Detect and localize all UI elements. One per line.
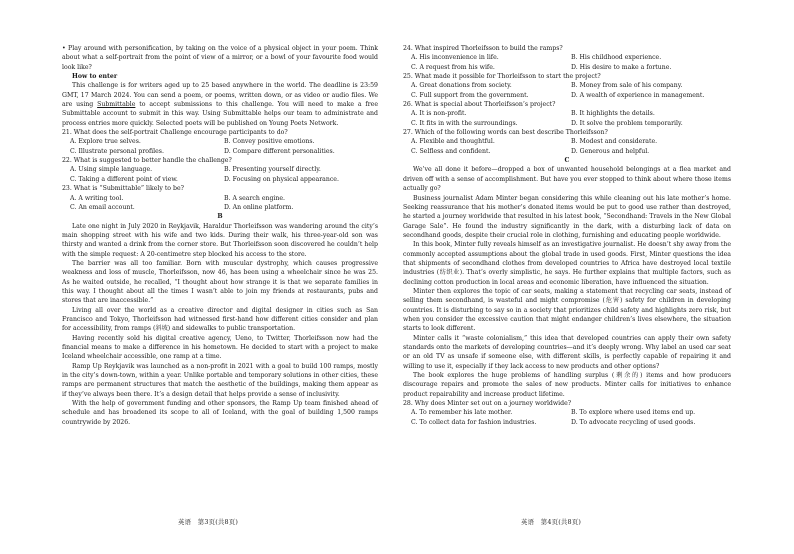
option-a: A. Flexible and thoughtful. (411, 138, 495, 146)
option-c: C. It fits in with the surroundings. (411, 119, 518, 127)
option-b: B. Convey positive emotions. (224, 138, 315, 146)
question-options (62, 137, 378, 156)
option-d: D. Compare different personalities. (224, 147, 335, 155)
question-options (62, 165, 378, 184)
question-22 (62, 156, 378, 184)
question-27 (403, 128, 731, 156)
question-stem: 25. What made it possible for Thorleifsson to start the project? (403, 73, 601, 81)
option-d: D. To advocate recycling of used goods. (571, 418, 696, 426)
left-column (62, 44, 378, 427)
question-stem: 26. What is special about Thorleifsson’s project? (403, 101, 556, 109)
section-c-heading: C (564, 157, 570, 165)
option-d: D. A wealth of experience in management. (571, 91, 705, 99)
option-a: A. Using simple language. (70, 166, 153, 174)
option-c: C. A request from his wife. (411, 63, 495, 71)
question-stem: 21. What does the self-portrait Challenge encourage participants to do? (62, 129, 288, 137)
passage-c-paragraph: Minter then explores the topic of car seats, making a statement that recycling car seats, instead of selling them secondhand, is wasteful and might compromise (危害) safety for children in developing countries. It is disturbing to say so in a society that prioritizes child safety and highlights zero risk, but when you consider the excessive caution that might endanger children’s lives elsewhere, the situation starts to look different. (403, 287, 731, 333)
option-d: D. An online platform. (224, 203, 294, 211)
passage-b-paragraph: The barrier was all too familiar. Born with muscular dystrophy, which causes progressive weakness and loss of muscle, Thorleifsson, now 46, has been using a wheelchair since he was 25. As he waited outside, he recalled, “I thought about how strange it is that we separate families in this way. I thought about all the times I wasn’t able to join my friends at restaurants, pubs and stores that are inaccessible.” (62, 259, 378, 305)
option-b: B. To explore where used items end up. (571, 409, 696, 417)
question-options (403, 109, 731, 128)
passage-b-paragraph: With the help of government funding and other sponsors, the Ramp Up team finished ahead of schedule and has broadened its scope to all of Iceland, with the goal of building 1,500 ramps countrywide by 2026. (62, 400, 378, 426)
passage-b-paragraph: Living all over the world as a creative director and digital designer in cities such as San Francisco and Tokyo, Thorleifsson had witnessed first-hand how different cities consider and plan for accessibility, from ramps (斜坡) and sidewalks to public transportation. (62, 306, 378, 333)
right-column (403, 44, 731, 427)
enter-text-part-1: This challenge is for writers aged up to 25 based anywhere in the world. The deadline is 23:59 GMT, 17 March 2024. You can send a poem, or poems, written down, or as video or audio files. We are using (62, 82, 378, 109)
option-d: D. His desire to make a fortune. (571, 63, 672, 71)
option-c: C. Illustrate personal profiles. (70, 147, 164, 155)
passage-c-paragraph: We’ve all done it before—dropped a box of unwanted household belongings at a flea market and driven off with a sense of accomplishment. But have you ever stopped to think about where those items actually go? (403, 166, 731, 193)
option-d: D. Generous and helpful. (571, 147, 650, 155)
question-26 (403, 100, 731, 128)
passage-c-paragraph: The book explores the huge problems of handling surplus (剩余的) items and how producers discourage repairs and promote the sales of new products. Minter calls for initiatives to enhance product repairability and increase product lifetime. (403, 372, 731, 398)
passage-c-paragraph: Business journalist Adam Minter began considering this while cleaning out his late mother’s home. Seeking reassurance that his mother’s donated items would be put to good use rather than destroyed, he started a journey worldwide that resulted in his latest book, “Secondhand: Travels in the New Global Garage Sale”. He found the industry significantly in the dark, with a disturbing lack of data on secondhand goods, despite their crucial role in clothing, furnishing and educating people worldwide. (403, 194, 731, 239)
how-to-enter-paragraph (62, 81, 378, 128)
option-b: B. Presenting yourself directly. (224, 166, 321, 174)
question-28 (403, 399, 731, 427)
page-footer-left: 英语 第3页(共8页) (178, 518, 239, 526)
option-a: A. Explore true selves. (70, 138, 141, 146)
option-d: D. It solve the problem temporarily. (571, 119, 683, 127)
question-options (62, 194, 378, 213)
submittable-link-text: Submittable (97, 101, 136, 109)
option-d: D. Focusing on physical appearance. (224, 175, 339, 183)
question-stem: 24. What inspired Thorleifsson to build the ramps? (403, 45, 563, 52)
question-24 (403, 44, 731, 72)
passage-c-paragraph: In this book, Minter fully reveals himself as an investigative journalist. He doesn’t shy away from the commonly accepted assumptions about the global trade in used goods. First, Minter questions the idea that shipments of secondhand clothes from developed countries to Africa have destroyed local textile industries (纺织业). That’s overly simplistic, he says. He further explains that multiple factors, such as declining cotton production in local areas and economic liberation, have influenced the situation. (403, 241, 731, 286)
intro-paragraph: • Play around with personification, by taking on the voice of a physical object in your poem. Think about what a self-portrait from the point of view of a mirror, or a bowl of your favourite food would look like? (62, 45, 378, 71)
passage-c-paragraph: Minter calls it “waste colonialism,” this idea that developed countries can apply their own safety standards onto the markets of developing countries—and it’s deeply wrong. Why label an used car seat or an old TV as unsafe if someone else, with different skills, is perfectly capable of repairing it and willing to use it, especially if they lack access to new products and other options? (403, 334, 731, 370)
page-footer-right: 英语 第4页(共8页) (521, 518, 582, 526)
how-to-enter-heading: How to enter (72, 73, 118, 81)
option-a: A. His inconvenience in life. (411, 54, 499, 62)
option-a: A. Great donations from society. (411, 82, 512, 90)
question-21 (62, 128, 378, 156)
option-b: B. Modest and considerate. (571, 138, 658, 146)
option-c: C. Full support from the government. (411, 91, 529, 99)
question-options (403, 53, 731, 72)
enter-text-part-2: to accept submissions to this challenge. You will need to make a free Submittable account to submit in this way. Using Submittable helps our team to administrate and process entries more quickly. Selected poets will be published on Young Poets Network. (62, 101, 379, 127)
section-b-heading: B (217, 213, 223, 221)
question-25 (403, 72, 731, 100)
question-options (403, 137, 731, 156)
question-options (403, 81, 731, 100)
option-c: C. Taking a different point of view. (70, 175, 178, 183)
question-options (403, 408, 731, 427)
passage-b-paragraph: Having recently sold his digital creative agency, Ueno, to Twitter, Thorleifsson now had the financial means to make a difference in his hometown. He decided to start with a project to make Iceland wheelchair accessible, one ramp at a time. (62, 334, 378, 361)
question-stem: 22. What is suggested to better handle the challenge? (62, 157, 232, 165)
option-a: A. It is non-profit. (411, 110, 467, 118)
option-a: A. To remember his late mother. (411, 409, 513, 417)
option-c: C. Selfless and confident. (411, 147, 491, 155)
passage-b-paragraph: Late one night in July 2020 in Reykjavik, Haraldur Thorleifsson was wandering around the city’s main shopping street with his wife and two kids. During their walk, his three-year-old son was thirsty and wanted a drink from the corner store. But Thorleifsson soon discovered he couldn’t help with the simple request: A 20-centimetre step blocked his access to the store. (62, 222, 378, 258)
question-23 (62, 184, 378, 212)
option-b: B. His childhood experience. (571, 54, 662, 62)
option-b: B. A search engine. (224, 194, 286, 202)
question-stem: 23. What is “Submittable” likely to be? (62, 185, 184, 193)
passage-b-paragraph: Ramp Up Reykjavik was launched as a non-profit in 2021 with a goal to build 100 ramps, mostly in the city’s down-town, within a year. Unlike portable and temporary solutions in other cities, these ramps are permanent structures that match the aesthetic of the buildings, making them appear as if they’ve always been there. It’s a design detail that helps provide a sense of inclusivity. (62, 362, 378, 398)
question-stem: 28. Why does Minter set out on a journey worldwide? (403, 400, 572, 408)
option-a: A. A writing tool. (70, 194, 124, 202)
question-stem: 27. Which of the following words can best describe Thorleifsson? (403, 129, 608, 137)
option-b: B. Money from sale of his company. (571, 82, 683, 90)
option-b: B. It highlights the details. (571, 110, 655, 118)
option-c: C. To collect data for fashion industries. (411, 418, 537, 426)
option-c: C. An email account. (70, 203, 135, 211)
